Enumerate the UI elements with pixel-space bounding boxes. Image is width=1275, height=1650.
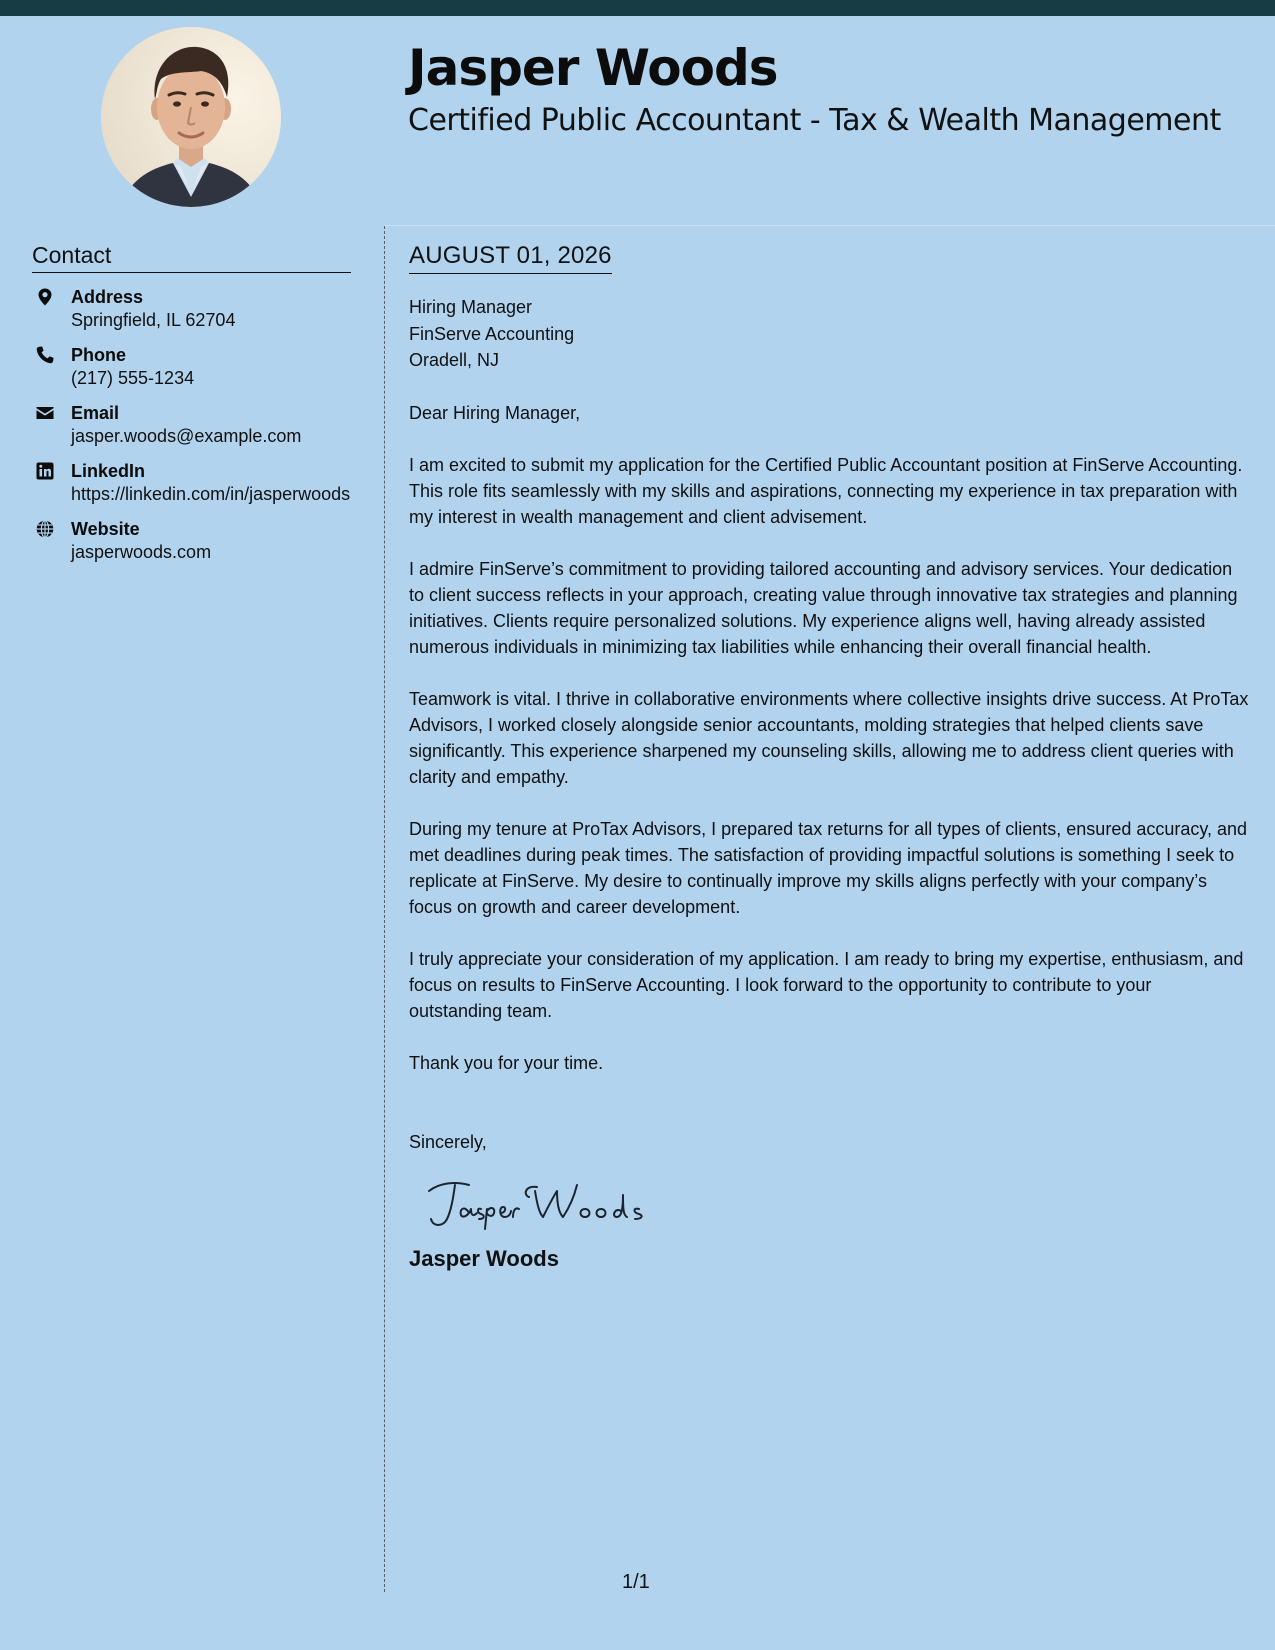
contact-value[interactable]: jasperwoods.com bbox=[71, 542, 212, 562]
letter-paragraph: Thank you for your time. bbox=[409, 1052, 604, 1073]
contact-label: Email bbox=[71, 403, 120, 423]
contact-value: Springfield, IL 62704 bbox=[71, 310, 236, 330]
header-divider bbox=[384, 225, 1275, 226]
contact-label: Address bbox=[71, 287, 144, 307]
job-title: Certified Public Accountant - Tax & Wealth Management bbox=[408, 103, 1221, 138]
page-number: 1/1 bbox=[622, 1571, 650, 1593]
linkedin-icon bbox=[35, 461, 55, 481]
contact-item-address bbox=[32, 285, 352, 332]
recipient-line: FinServe Accounting bbox=[409, 323, 575, 344]
handwritten-signature bbox=[425, 1173, 665, 1235]
signer-name: Jasper Woods bbox=[409, 1245, 559, 1271]
contact-item-website bbox=[32, 517, 352, 564]
letter-paragraph: Teamwork is vital. I thrive in collaborative environments where collective insights drive success. At ProTax Advisors, I worked closely alongside senior accountants, molding strategies that helped clients save significantly. This experience sharpened my counseling skills, allowing me to address client queries with clarity and empathy. bbox=[409, 688, 1249, 787]
contact-label: LinkedIn bbox=[71, 461, 146, 481]
letter-paragraph: I am excited to submit my application for the Certified Public Accountant position at FinServe Accounting. This role fits seamlessly with my skills and aspirations, connecting my experience in tax preparation with my interest in wealth management and client advisement. bbox=[409, 454, 1243, 527]
contact-label: Website bbox=[71, 519, 140, 539]
letter-body bbox=[409, 240, 1249, 1273]
recipient-line: Hiring Manager bbox=[409, 297, 533, 317]
letter-paragraph: I admire FinServe’s commitment to providing tailored accounting and advisory services. Your dedication to client success reflects in your approach, creating value through innovative tax strategies and planning initiatives. Clients require personalized solutions. My experience aligns well, having already assisted numerous individuals in minimizing tax liabilities while enhancing their overall financial health. bbox=[409, 558, 1238, 657]
contact-item-linkedin bbox=[32, 459, 352, 506]
envelope-icon bbox=[35, 403, 55, 423]
column-divider bbox=[384, 226, 385, 1592]
recipient-block bbox=[409, 294, 1249, 374]
contact-item-phone bbox=[32, 343, 352, 390]
contact-value[interactable]: https://linkedin.com/in/jasperwoods bbox=[71, 484, 351, 504]
letter-date: AUGUST 01, 2026 bbox=[409, 240, 612, 274]
contact-value: (217) 555-1234 bbox=[71, 368, 195, 388]
contact-heading: Contact bbox=[32, 240, 351, 273]
letter-paragraph: I truly appreciate your consideration of my application. I am ready to bring my expertise, enthusiasm, and focus on results to FinServe Accounting. I look forward to the opportunity to contribute to your outstanding team. bbox=[409, 948, 1244, 1021]
salutation: Dear Hiring Manager, bbox=[409, 402, 581, 423]
signature bbox=[425, 1173, 1249, 1235]
location-pin-icon bbox=[35, 287, 55, 307]
letter-paragraph: During my tenure at ProTax Advisors, I prepared tax returns for all types of clients, ensured accuracy, and met deadlines during peak times. The satisfaction of providing impactful solutions is something I seek to replicate at FinServe. My desire to continually improve my skills aligns perfectly with your company’s focus on growth and career development. bbox=[409, 818, 1248, 917]
contact-label: Phone bbox=[71, 345, 127, 365]
top-accent-bar bbox=[0, 0, 1275, 16]
recipient-line: Oradell, NJ bbox=[409, 350, 500, 370]
globe-icon bbox=[35, 519, 55, 539]
contact-list bbox=[32, 285, 352, 575]
contact-item-email bbox=[32, 401, 352, 448]
profile-photo bbox=[101, 27, 281, 207]
avatar bbox=[101, 27, 281, 207]
contact-value: jasper.woods@example.com bbox=[71, 426, 302, 446]
closing: Sincerely, bbox=[409, 1131, 487, 1152]
candidate-name: Jasper Woods bbox=[408, 39, 778, 97]
phone-icon bbox=[35, 345, 55, 365]
